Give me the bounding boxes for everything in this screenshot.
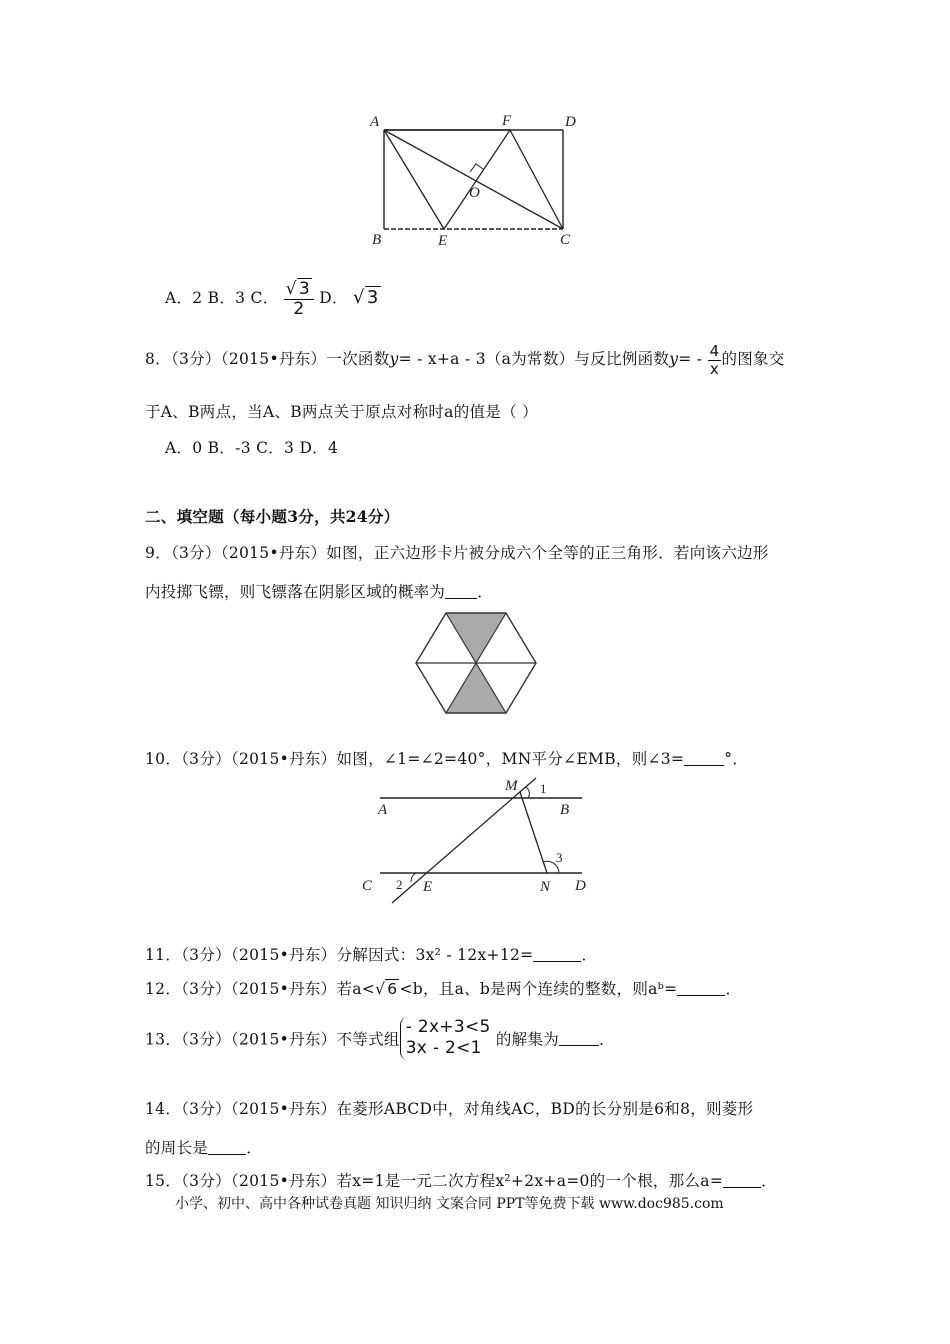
segment-MN bbox=[520, 792, 547, 873]
q9-line1: 9．（3分）（2015•丹东）如图，正六边形卡片被分成六个全等的正三角形．若向该六边形 bbox=[145, 544, 769, 562]
q8-line2: 于A、B两点，当A、B两点关于原点对称时a的值是（ ） bbox=[145, 403, 538, 421]
rectangle-figure bbox=[360, 108, 600, 253]
answer-blank bbox=[533, 947, 581, 962]
q8-frac-num: 4 bbox=[709, 342, 720, 360]
q13-stem-b: 的解集为 bbox=[495, 1030, 560, 1049]
q7-options-ab: A．2 B．3 C． bbox=[165, 289, 279, 308]
q9-line2 bbox=[145, 580, 493, 602]
label-F: F bbox=[502, 113, 512, 129]
q7-option-c-fraction: $\frac{√ 3}{2}$ bbox=[284, 280, 314, 318]
q9-end: ． bbox=[477, 583, 494, 601]
label-2: 2 bbox=[396, 877, 403, 892]
label-D: D bbox=[575, 878, 586, 894]
shaded-triangle-top bbox=[446, 613, 506, 663]
shaded-triangle-bottom bbox=[446, 663, 506, 713]
q8-stem-start: 8．（3分）（2015•丹东）一次函数 bbox=[145, 350, 390, 368]
q8-options: A．0 B．-3 C．3 D．4 bbox=[165, 439, 339, 457]
label-D: D bbox=[565, 114, 576, 130]
angle-1-arc bbox=[526, 787, 529, 798]
answer-blank bbox=[684, 751, 724, 766]
q13-end: ． bbox=[599, 1030, 615, 1049]
q12-line bbox=[145, 977, 741, 999]
footer-text: 小学、初中、高中各种试卷真题 知识归纳 文案合同 PPT等免费下载 www.doc985.com bbox=[175, 1196, 724, 1212]
q8-frac-den: x bbox=[709, 359, 720, 378]
q11-end: ． bbox=[581, 946, 598, 964]
inequality-2: 3x - 2<1 bbox=[405, 1038, 482, 1059]
answer-blank bbox=[445, 584, 477, 599]
q8-line1 bbox=[145, 343, 785, 377]
q14-line2 bbox=[145, 1136, 262, 1158]
transversal-EM bbox=[392, 778, 536, 903]
q12-end: ． bbox=[725, 980, 742, 998]
q8-eq2: = - bbox=[678, 350, 703, 368]
q7-option-c-radicand: 3 bbox=[298, 279, 311, 299]
q14-end: ． bbox=[246, 1139, 263, 1157]
section-title: 二、填空题（每小题3分，共24分） bbox=[145, 507, 400, 526]
q12-radicand: 6 bbox=[387, 980, 398, 998]
label-1: 1 bbox=[540, 781, 547, 796]
answer-blank bbox=[559, 1031, 599, 1046]
label-A: A bbox=[370, 114, 380, 130]
label-3: 3 bbox=[556, 850, 563, 865]
q10-stem: 10．（3分）（2015•丹东）如图，∠1=∠2=40°，MN平分∠EMB，则∠3= bbox=[145, 750, 685, 768]
q14-line1: 14．（3分）（2015•丹东）在菱形ABCD中，对角线AC，BD的长分别是6和8，则菱形 bbox=[145, 1100, 754, 1118]
q13-line bbox=[145, 1017, 615, 1060]
inequality-system bbox=[400, 1017, 491, 1060]
label-C: C bbox=[560, 232, 571, 248]
q8-line1-end: 的图象交 bbox=[721, 350, 785, 368]
label-B: B bbox=[560, 802, 570, 818]
hexagon-figure bbox=[405, 607, 550, 719]
q7-options bbox=[165, 280, 381, 318]
answer-blank bbox=[723, 1173, 761, 1188]
q15-stem: 15．（3分）（2015•丹东）若x=1是一元二次方程x²+2x+a=0的一个根，那么a= bbox=[145, 1172, 724, 1190]
label-N: N bbox=[540, 879, 551, 895]
answer-blank bbox=[677, 981, 725, 996]
q15-end: ． bbox=[761, 1172, 777, 1190]
q12-stem-a: 12．（3分）（2015•丹东）若a< bbox=[145, 980, 376, 998]
q11-stem: 11．（3分）（2015•丹东）分解因式：3x² - 12x+12= bbox=[145, 946, 534, 964]
label-C: C bbox=[362, 878, 373, 894]
q8-fraction bbox=[708, 343, 722, 377]
label-A: A bbox=[378, 802, 388, 818]
q10-end: °． bbox=[724, 750, 749, 768]
q14-stem: 的周长是 bbox=[145, 1139, 209, 1157]
q7-option-d-sqrt: √ 3 bbox=[353, 287, 379, 309]
q7-option-d-label: D． bbox=[319, 289, 348, 308]
q11-line bbox=[145, 943, 597, 965]
q13-stem-a: 13．（3分）（2015•丹东）不等式组 bbox=[145, 1030, 400, 1049]
right-angle-mark bbox=[470, 164, 483, 172]
label-M: M bbox=[505, 778, 518, 794]
q10-line bbox=[145, 747, 748, 769]
q7-option-c-denominator: 2 bbox=[293, 298, 305, 319]
q12-stem-b: <b，且a、b是两个连续的整数，则aᵇ= bbox=[399, 980, 678, 998]
label-B: B bbox=[372, 232, 382, 248]
inequality-1: - 2x+3<5 bbox=[405, 1017, 491, 1037]
angle-2-arc bbox=[411, 873, 416, 882]
segment-AE bbox=[384, 130, 444, 229]
segment-EF bbox=[444, 130, 510, 229]
answer-blank bbox=[208, 1140, 246, 1155]
parallel-lines-figure bbox=[350, 770, 600, 910]
q12-sqrt: √ 6 bbox=[375, 980, 398, 998]
q15-line bbox=[145, 1169, 777, 1191]
label-O: O bbox=[469, 185, 480, 201]
label-E: E bbox=[423, 879, 433, 895]
q8-linear-function: = - x+a - 3（a为常数）与反比例函数 bbox=[398, 350, 670, 368]
label-E: E bbox=[438, 233, 448, 249]
q9-stem: 内投掷飞镖，则飞镖落在阴影区域的概率为 bbox=[145, 583, 446, 601]
q8-var-y: y bbox=[389, 350, 399, 368]
q7-option-d-radicand: 3 bbox=[366, 287, 379, 309]
q8-var-y2: y bbox=[669, 350, 679, 368]
